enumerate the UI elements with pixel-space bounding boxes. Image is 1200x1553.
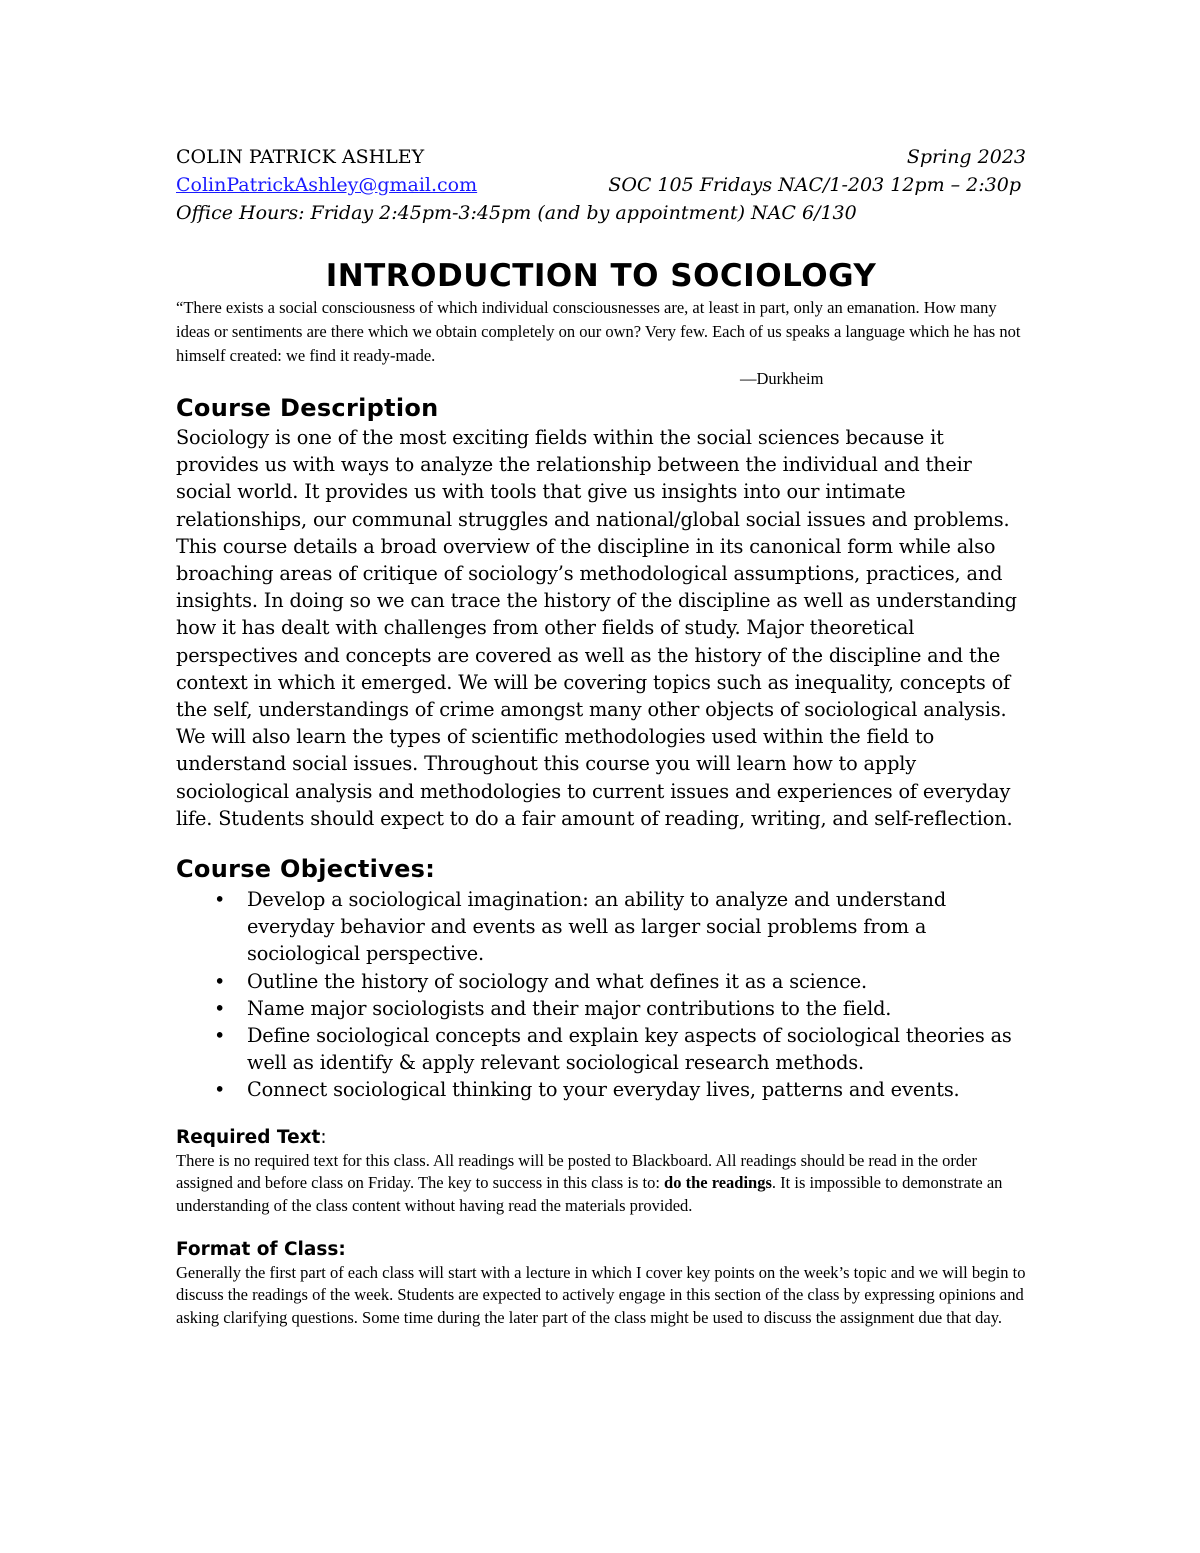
objective-text: Outline the history of sociology and what defines it as a science. (247, 969, 868, 993)
objective-text: Define sociological concepts and explain key aspects of sociological theories as well as identify & apply relevant sociological research methods. (247, 1024, 1012, 1075)
required-text-body (176, 1150, 1026, 1218)
list-item (176, 886, 1026, 968)
term-label: Spring 2023 (906, 146, 1026, 168)
course-title: INTRODUCTION TO SOCIOLOGY (325, 258, 877, 294)
format-of-class-body: Generally the first part of each class will start with a lecture in which I cover key points on the week’s topic and we will begin to discuss the readings of the week. Students are expected to actively engage in this section of the class by expressing opinions and asking clarifying questions. Some time during the later part of the class might be used to discuss the assignment due that day. (176, 1262, 1026, 1328)
required-text-heading-label: Required Text (176, 1126, 321, 1148)
course-objectives-heading: Course Objectives: (176, 855, 436, 884)
objective-text: Name major sociologists and their major contributions to the field. (247, 996, 892, 1020)
bullet-icon: • (214, 969, 226, 993)
required-text-body-end: . It is impossible to demonstrate an understanding of the class content without having read the materials provided. (176, 1173, 1003, 1216)
list-item (176, 995, 1026, 1022)
format-of-class-heading: Format of Class: (176, 1238, 346, 1260)
bullet-icon: • (214, 888, 226, 912)
bullet-icon: • (214, 996, 226, 1020)
instructor-name: COLIN PATRICK ASHLEY (176, 146, 425, 168)
course-description-heading: Course Description (176, 394, 439, 422)
durkheim-quote: “There exists a social consciousness of which individual consciousnesses are, at least in part, only an emanation. How many ideas or sentiments are there which we obtain completely on our own? Very few. Each of us speaks a language which he has not himself created: we find it ready-made. (176, 298, 1021, 365)
instructor-email-link[interactable]: ColinPatrickAshley@gmail.com (176, 174, 478, 196)
required-text-body-start: There is no required text for this class. All readings will be posted to Blackboard. All readings should be read in the order assigned and before class on Friday. The key to success in this class is to: (176, 1150, 977, 1193)
syllabus-page (176, 143, 1026, 1330)
course-description-body: Sociology is one of the most exciting fields within the social sciences because it provides us with ways to analyze the relationship between the individual and their social world. It provides us with tools that give us insights into our intimate relationships, our communal struggles and national/global social issues and problems. This course details a broad overview of the discipline in its canonical form while also broaching areas of critique of sociology’s methodological assumptions, practices, and insights. In doing so we can trace the history of the discipline as well as understanding how it has dealt with challenges from other fields of study. Major theoretical perspectives and concepts are covered as well as the history of the discipline and the context in which it emerged. We will be covering topics such as inequality, concepts of the self, understandings of crime amongst many other objects of sociological analysis. We will also learn the types of scientific methodologies used within the field to understand social issues. Throughout this course you will learn how to apply sociological analysis and methodologies to current issues and experiences of everyday life. Students should expect to do a fair amount of reading, writing, and self-reflection. (176, 426, 1017, 830)
class-schedule: SOC 105 Fridays NAC/1-203 12pm – 2:30p (608, 174, 1021, 196)
office-hours: Office Hours: Friday 2:45pm-3:45pm (and by appointment) NAC 6/130 (176, 202, 857, 224)
header-row-1 (176, 143, 1026, 171)
list-item (176, 968, 1026, 995)
list-item (176, 1076, 1026, 1103)
objective-text: Develop a sociological imagination: an ability to analyze and understand everyday behavior and events as well as larger social problems from a sociological perspective. (247, 888, 947, 966)
list-item (176, 1022, 1026, 1076)
required-text-heading (176, 1126, 1026, 1150)
objective-text: Connect sociological thinking to your everyday lives, patterns and events. (247, 1078, 960, 1102)
bullet-icon: • (214, 1024, 226, 1048)
bullet-icon: • (214, 1078, 226, 1102)
objectives-list (176, 886, 1026, 1104)
required-text-heading-colon: : (320, 1126, 327, 1148)
required-text-emphasis: do the readings (664, 1173, 772, 1193)
header-row-2 (176, 171, 1026, 199)
quote-attribution: —Durkheim (740, 369, 824, 388)
